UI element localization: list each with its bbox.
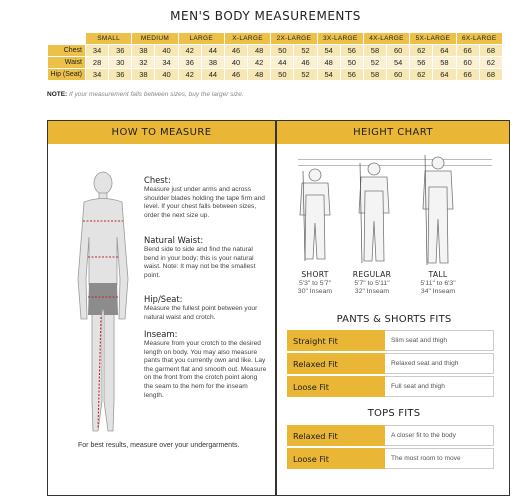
height-regular-inseam: 32" Inseam	[354, 288, 390, 295]
height-short-name: SHORT	[301, 270, 329, 279]
height-regular	[342, 271, 402, 297]
fit-description: Slim seat and thigh	[385, 330, 494, 351]
measurement-cell: 30	[109, 57, 132, 69]
height-regular-range: 5'7" to 5'11"	[354, 279, 390, 287]
row-label: Waist	[48, 57, 86, 69]
measurement-cell: 64	[433, 69, 456, 81]
guide-panel	[47, 120, 510, 496]
short-overalls-illustration	[291, 165, 339, 265]
measurement-cell: 50	[271, 45, 294, 57]
size-header-row	[48, 33, 503, 45]
note-label: NOTE:	[47, 91, 68, 98]
measurement-cell: 52	[294, 45, 317, 57]
height-short	[285, 271, 345, 297]
measure-footer-note: For best results, measure over your undergarments.	[78, 442, 240, 449]
tops-fit-row	[287, 448, 494, 470]
measurement-cell: 44	[201, 45, 224, 57]
measurement-cell: 34	[86, 45, 109, 57]
waist-heading: Natural Waist:	[144, 235, 204, 245]
height-tall	[408, 271, 468, 297]
measurement-cell: 62	[410, 45, 433, 57]
how-to-measure-heading: HOW TO MEASURE	[48, 121, 275, 144]
measurement-cell: 58	[363, 45, 386, 57]
measurement-cell: 46	[294, 57, 317, 69]
measurement-rows	[48, 45, 503, 81]
measurement-cell: 42	[248, 57, 271, 69]
measurement-cell: 54	[317, 45, 340, 57]
measurement-cell: 32	[132, 57, 155, 69]
measurement-cell: 46	[224, 69, 247, 81]
measurement-cell: 36	[109, 45, 132, 57]
measurement-cell: 60	[456, 57, 479, 69]
height-tall-inseam: 34" Inseam	[420, 288, 456, 295]
chest-heading: Chest:	[144, 175, 171, 185]
body-measurement-figure	[68, 169, 138, 449]
fit-name: Straight Fit	[287, 330, 385, 351]
size-header: SMALL	[86, 33, 132, 45]
chest-text: Measure just under arms and across shoulder blades holding the tape firm and level. If your chest falls between sizes, order the next size up.	[144, 186, 265, 219]
measurement-cell: 46	[224, 45, 247, 57]
hip-heading: Hip/Seat:	[144, 294, 183, 304]
pants-fit-row	[287, 330, 494, 352]
size-header: LARGE	[178, 33, 224, 45]
measurement-cell: 62	[479, 57, 502, 69]
measurement-cell: 38	[132, 45, 155, 57]
measurement-cell: 48	[248, 45, 271, 57]
note-text: If your measurement falls between sizes, buy the larger size.	[69, 91, 244, 98]
measurement-cell: 56	[340, 69, 363, 81]
height-regular-name: REGULAR	[352, 270, 392, 279]
measurement-cell: 34	[86, 69, 109, 81]
measurement-cell: 38	[132, 69, 155, 81]
measurement-cell: 60	[387, 69, 410, 81]
row-label: Chest	[48, 45, 86, 57]
measurement-cell: 50	[340, 57, 363, 69]
measurement-cell: 52	[363, 57, 386, 69]
figure-shorts	[88, 283, 118, 315]
measurement-cell: 40	[155, 69, 178, 81]
fit-name: Loose Fit	[287, 376, 385, 397]
height-chart-heading: HEIGHT CHART	[277, 121, 509, 144]
inseam-heading: Inseam:	[144, 329, 178, 339]
waist-instructions	[144, 235, 268, 280]
size-note	[47, 91, 244, 98]
fit-name: Loose Fit	[287, 448, 385, 469]
measurement-cell: 52	[294, 69, 317, 81]
pants-fit-row	[287, 353, 494, 375]
measurement-cell: 68	[479, 69, 502, 81]
pants-fit-row	[287, 376, 494, 398]
measurement-cell: 48	[317, 57, 340, 69]
measurement-cell: 42	[178, 69, 201, 81]
panel-divider	[275, 121, 277, 495]
measurement-cell: 58	[433, 57, 456, 69]
size-header: 4X-LARGE	[363, 33, 409, 45]
header-corner	[48, 33, 86, 45]
size-header: 5X-LARGE	[410, 33, 456, 45]
size-header: MEDIUM	[132, 33, 178, 45]
height-tall-range: 5'11" to 6'3"	[420, 279, 456, 287]
size-header: 2X-LARGE	[271, 33, 317, 45]
measurement-cell: 58	[363, 69, 386, 81]
fit-description: Full seat and thigh	[385, 376, 494, 397]
measurement-row	[48, 45, 503, 57]
measurement-cell: 40	[155, 45, 178, 57]
tops-fits-heading: TOPS FITS	[367, 408, 421, 419]
row-label: Hip (Seat)	[48, 69, 86, 81]
inseam-text: Measure from your crotch to the desired length on body. You may also measure pants that you currently own and like. Lay the garment flat and smooth out. Measure on the front from the crotch point along the seam to the hem for the inseam length.	[144, 340, 267, 399]
measurement-row	[48, 57, 503, 69]
figure-right-leg	[104, 311, 114, 431]
hip-text: Measure the fullest point between your natural waist and crotch.	[144, 305, 258, 321]
measurement-cell: 66	[456, 69, 479, 81]
fit-description: Relaxed seat and thigh	[385, 353, 494, 374]
fit-description: A closer fit to the body	[385, 425, 494, 446]
measurement-cell: 40	[224, 57, 247, 69]
size-chart-table	[47, 32, 503, 81]
regular-overalls-illustration	[349, 159, 399, 267]
measurement-cell: 34	[155, 57, 178, 69]
tops-fit-row	[287, 425, 494, 447]
figure-head	[94, 172, 112, 194]
pants-fits-heading: PANTS & SHORTS FITS	[336, 314, 452, 325]
measurement-cell: 44	[201, 69, 224, 81]
measurement-cell: 68	[479, 45, 502, 57]
measurement-cell: 62	[410, 69, 433, 81]
fit-name: Relaxed Fit	[287, 353, 385, 374]
size-header: X-LARGE	[224, 33, 270, 45]
waist-text: Bend side to side and find the natural bend in your body; this is your natural waist. Note: It may not be the smallest point.	[144, 246, 256, 279]
measurement-cell: 28	[86, 57, 109, 69]
measurement-cell: 44	[271, 57, 294, 69]
chest-instructions	[144, 175, 268, 220]
inseam-instructions	[144, 329, 268, 400]
measurement-cell: 48	[248, 69, 271, 81]
hip-instructions	[144, 294, 268, 322]
measurement-cell: 36	[178, 57, 201, 69]
measurement-cell: 54	[387, 57, 410, 69]
height-short-range: 5'3" to 5'7"	[299, 279, 331, 287]
page-title: MEN'S BODY MEASUREMENTS	[170, 9, 361, 23]
measurement-cell: 36	[109, 69, 132, 81]
size-header: 3X-LARGE	[317, 33, 363, 45]
tall-overalls-illustration	[413, 153, 463, 267]
height-tall-name: TALL	[428, 270, 448, 279]
measurement-cell: 66	[456, 45, 479, 57]
measurement-cell: 60	[387, 45, 410, 57]
measurement-row	[48, 69, 503, 81]
height-short-inseam: 30" Inseam	[297, 288, 333, 295]
measurement-cell: 54	[317, 69, 340, 81]
size-header: 6X-LARGE	[456, 33, 503, 45]
measurement-cell: 42	[178, 45, 201, 57]
fit-name: Relaxed Fit	[287, 425, 385, 446]
measurement-cell: 38	[201, 57, 224, 69]
fit-description: The most room to move	[385, 448, 494, 469]
measurement-cell: 56	[410, 57, 433, 69]
measurement-cell: 64	[433, 45, 456, 57]
measurement-cell: 56	[340, 45, 363, 57]
measurement-cell: 50	[271, 69, 294, 81]
